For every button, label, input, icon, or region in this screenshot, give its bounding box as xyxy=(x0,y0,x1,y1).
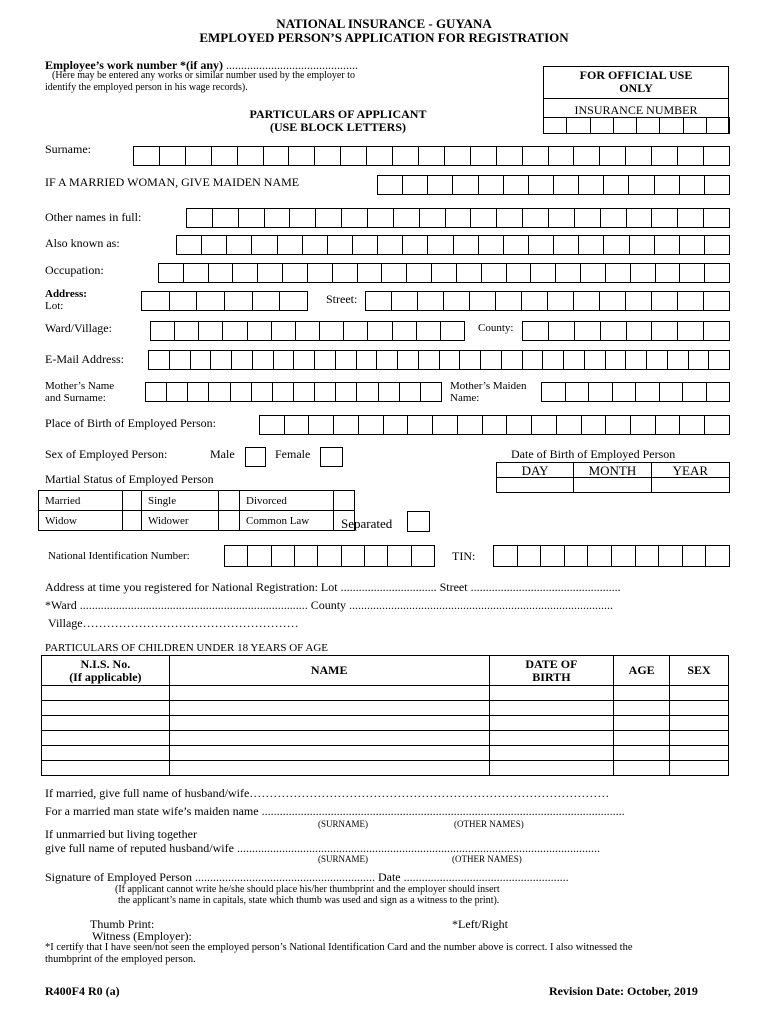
registration-address-line-2[interactable]: *Ward ............................................................................ County ........................................................................................ xyxy=(45,598,614,612)
form-code: R400F4 R0 (a) xyxy=(45,984,120,998)
male-label: Male xyxy=(210,447,235,461)
dob-year-header: YEAR xyxy=(651,463,729,478)
unmarried-line-2[interactable]: give full name of reputed husband/wife ......................................................................................................................... xyxy=(45,841,600,855)
children-col-sex: SEX xyxy=(670,656,729,686)
children-col-dob xyxy=(489,656,614,686)
marital-married-label: Married xyxy=(39,491,123,511)
revision-date: Revision Date: October, 2019 xyxy=(549,984,698,998)
dob-year-input[interactable] xyxy=(651,478,729,493)
children-section-title: PARTICULARS OF CHILDREN UNDER 18 YEARS OF AGE xyxy=(45,642,329,654)
registration-address-line-1[interactable]: Address at time you registered for National Registration: Lot ................................ Street .................................................. xyxy=(45,580,621,594)
children-col-dob-line2: BIRTH xyxy=(532,669,571,684)
email-label: E-Mail Address: xyxy=(45,352,124,366)
lot-label: Lot: xyxy=(45,300,64,312)
address-label: Address: xyxy=(45,288,87,300)
marital-widow-label: Widow xyxy=(39,511,123,531)
marital-label: Martial Status of Employed Person xyxy=(45,472,214,486)
tin-label: TIN: xyxy=(452,549,476,563)
marital-separated-label: Separated xyxy=(341,516,393,531)
certify-line-2: thumbprint of the employed person. xyxy=(45,954,196,965)
signature-line[interactable]: Signature of Employed Person ............................................................ Date ....................................................... xyxy=(45,870,569,884)
children-col-age: AGE xyxy=(614,656,670,686)
marital-widower-label: Widower xyxy=(142,511,219,531)
mother-name-label-1: Mother’s Name xyxy=(45,380,115,392)
marital-common-law-label: Common Law xyxy=(240,511,334,531)
table-row[interactable] xyxy=(42,686,729,701)
children-col-dob-line1: DATE OF xyxy=(525,656,578,671)
official-divider xyxy=(544,98,728,99)
pob-label: Place of Birth of Employed Person: xyxy=(45,416,216,430)
marital-separated-box[interactable] xyxy=(407,511,430,532)
maiden-name-boxes[interactable] xyxy=(377,175,730,195)
county-label: County: xyxy=(478,322,514,334)
marital-single-box[interactable] xyxy=(219,491,240,511)
left-right-label: *Left/Right xyxy=(452,917,508,931)
work-number-note-1: (Here may be entered any works or similar number used by the employer to xyxy=(52,70,355,81)
other-names-boxes[interactable] xyxy=(186,208,730,228)
reputed-other-caption: (OTHER NAMES) xyxy=(452,854,522,864)
children-col-name: NAME xyxy=(169,656,489,686)
wife-maiden-surname-caption: (SURNAME) xyxy=(318,819,369,829)
work-number-dots: ............................................ xyxy=(226,58,358,72)
table-row[interactable] xyxy=(42,716,729,731)
female-checkbox[interactable] xyxy=(320,447,343,467)
lot-boxes[interactable] xyxy=(141,291,308,311)
dob-month-header: MONTH xyxy=(574,463,652,478)
street-boxes[interactable] xyxy=(365,291,730,311)
occupation-label: Occupation: xyxy=(45,263,104,277)
email-boxes[interactable] xyxy=(148,350,730,370)
dob-table xyxy=(496,462,730,493)
ward-label: Ward/Village: xyxy=(45,321,112,335)
form-header-line1: NATIONAL INSURANCE - GUYANA xyxy=(276,16,492,31)
marital-widower-box[interactable] xyxy=(219,511,240,531)
other-names-label: Other names in full: xyxy=(45,210,142,224)
dob-label: Date of Birth of Employed Person xyxy=(511,447,676,461)
dob-day-header: DAY xyxy=(497,463,574,478)
insurance-number-boxes[interactable] xyxy=(543,117,730,134)
children-col-nis xyxy=(42,656,170,686)
mother-name-boxes[interactable] xyxy=(145,382,442,402)
certify-line-1: *I certify that I have seen/not seen the employed person’s National Identification Card and the number above is correct. I also witnessed the xyxy=(45,942,633,953)
sex-label: Sex of Employed Person: xyxy=(45,447,168,461)
registration-address-line-3[interactable]: Village……………………………………………… xyxy=(48,616,299,630)
marital-single-label: Single xyxy=(142,491,219,511)
marital-divorced-box[interactable] xyxy=(334,491,355,511)
children-col-nis-line1: N.I.S. No. xyxy=(80,656,131,671)
wife-maiden-line[interactable]: For a married man state wife’s maiden name ......................................................................................................................... xyxy=(45,804,625,818)
work-number-note-2: identify the employed person in his wage records). xyxy=(45,82,248,93)
ward-boxes[interactable] xyxy=(150,321,465,341)
street-label: Street: xyxy=(326,292,358,306)
mother-maiden-label-1: Mother’s Maiden xyxy=(450,380,527,392)
children-col-nis-line2: (If applicable) xyxy=(69,669,142,684)
official-use-title-1: FOR OFFICIAL USE xyxy=(579,68,693,82)
nid-label: National Identification Number: xyxy=(48,550,190,562)
marital-widow-box[interactable] xyxy=(123,511,142,531)
mother-name-label-2: and Surname: xyxy=(45,392,106,404)
surname-boxes[interactable] xyxy=(133,146,730,166)
signature-note-1: (If applicant cannot write he/she should place his/her thumbprint and the employer should insert xyxy=(115,884,500,895)
table-row[interactable] xyxy=(42,746,729,761)
particulars-title-1: PARTICULARS OF APPLICANT xyxy=(249,107,427,121)
table-row[interactable] xyxy=(42,761,729,776)
mother-maiden-label-2: Name: xyxy=(450,392,480,404)
dob-month-input[interactable] xyxy=(574,478,652,493)
wife-maiden-other-caption: (OTHER NAMES) xyxy=(454,819,524,829)
children-table xyxy=(41,655,729,776)
husband-wife-line[interactable]: If married, give full name of husband/wife……………………………………………………………………………… xyxy=(45,786,610,800)
particulars-title-2: (USE BLOCK LETTERS) xyxy=(269,120,407,134)
official-use-title-2: ONLY xyxy=(619,81,653,95)
work-number-label: Employee’s work number *(if any) xyxy=(45,58,223,72)
marital-table xyxy=(38,490,355,531)
female-label: Female xyxy=(275,447,311,461)
aka-boxes[interactable] xyxy=(176,235,730,255)
pob-boxes[interactable] xyxy=(259,415,730,435)
occupation-boxes[interactable] xyxy=(158,263,730,283)
marital-married-box[interactable] xyxy=(123,491,142,511)
form-title: EMPLOYED PERSON’S APPLICATION FOR REGISTRATION xyxy=(199,30,569,45)
signature-note-2: the applicant’s name in capitals, state which thumb was used and sign as a witness to the print). xyxy=(118,895,500,906)
witness-label: Witness (Employer): xyxy=(92,929,192,943)
tin-boxes[interactable] xyxy=(493,545,730,567)
table-row[interactable] xyxy=(42,731,729,746)
thumb-print-label: Thumb Print: xyxy=(90,917,155,931)
insurance-number-label: INSURANCE NUMBER xyxy=(574,103,698,117)
nid-boxes[interactable] xyxy=(224,545,435,567)
reputed-surname-caption: (SURNAME) xyxy=(318,854,369,864)
maiden-name-label: IF A MARRIED WOMAN, GIVE MAIDEN NAME xyxy=(45,175,300,189)
unmarried-line-1: If unmarried but living together xyxy=(45,827,197,841)
aka-label: Also known as: xyxy=(45,236,120,250)
male-checkbox[interactable] xyxy=(245,447,266,467)
marital-divorced-label: Divorced xyxy=(240,491,334,511)
surname-label: Surname: xyxy=(45,142,91,156)
dob-day-input[interactable] xyxy=(497,478,574,493)
county-boxes[interactable] xyxy=(522,321,730,341)
mother-maiden-boxes[interactable] xyxy=(541,382,730,402)
table-row[interactable] xyxy=(42,701,729,716)
